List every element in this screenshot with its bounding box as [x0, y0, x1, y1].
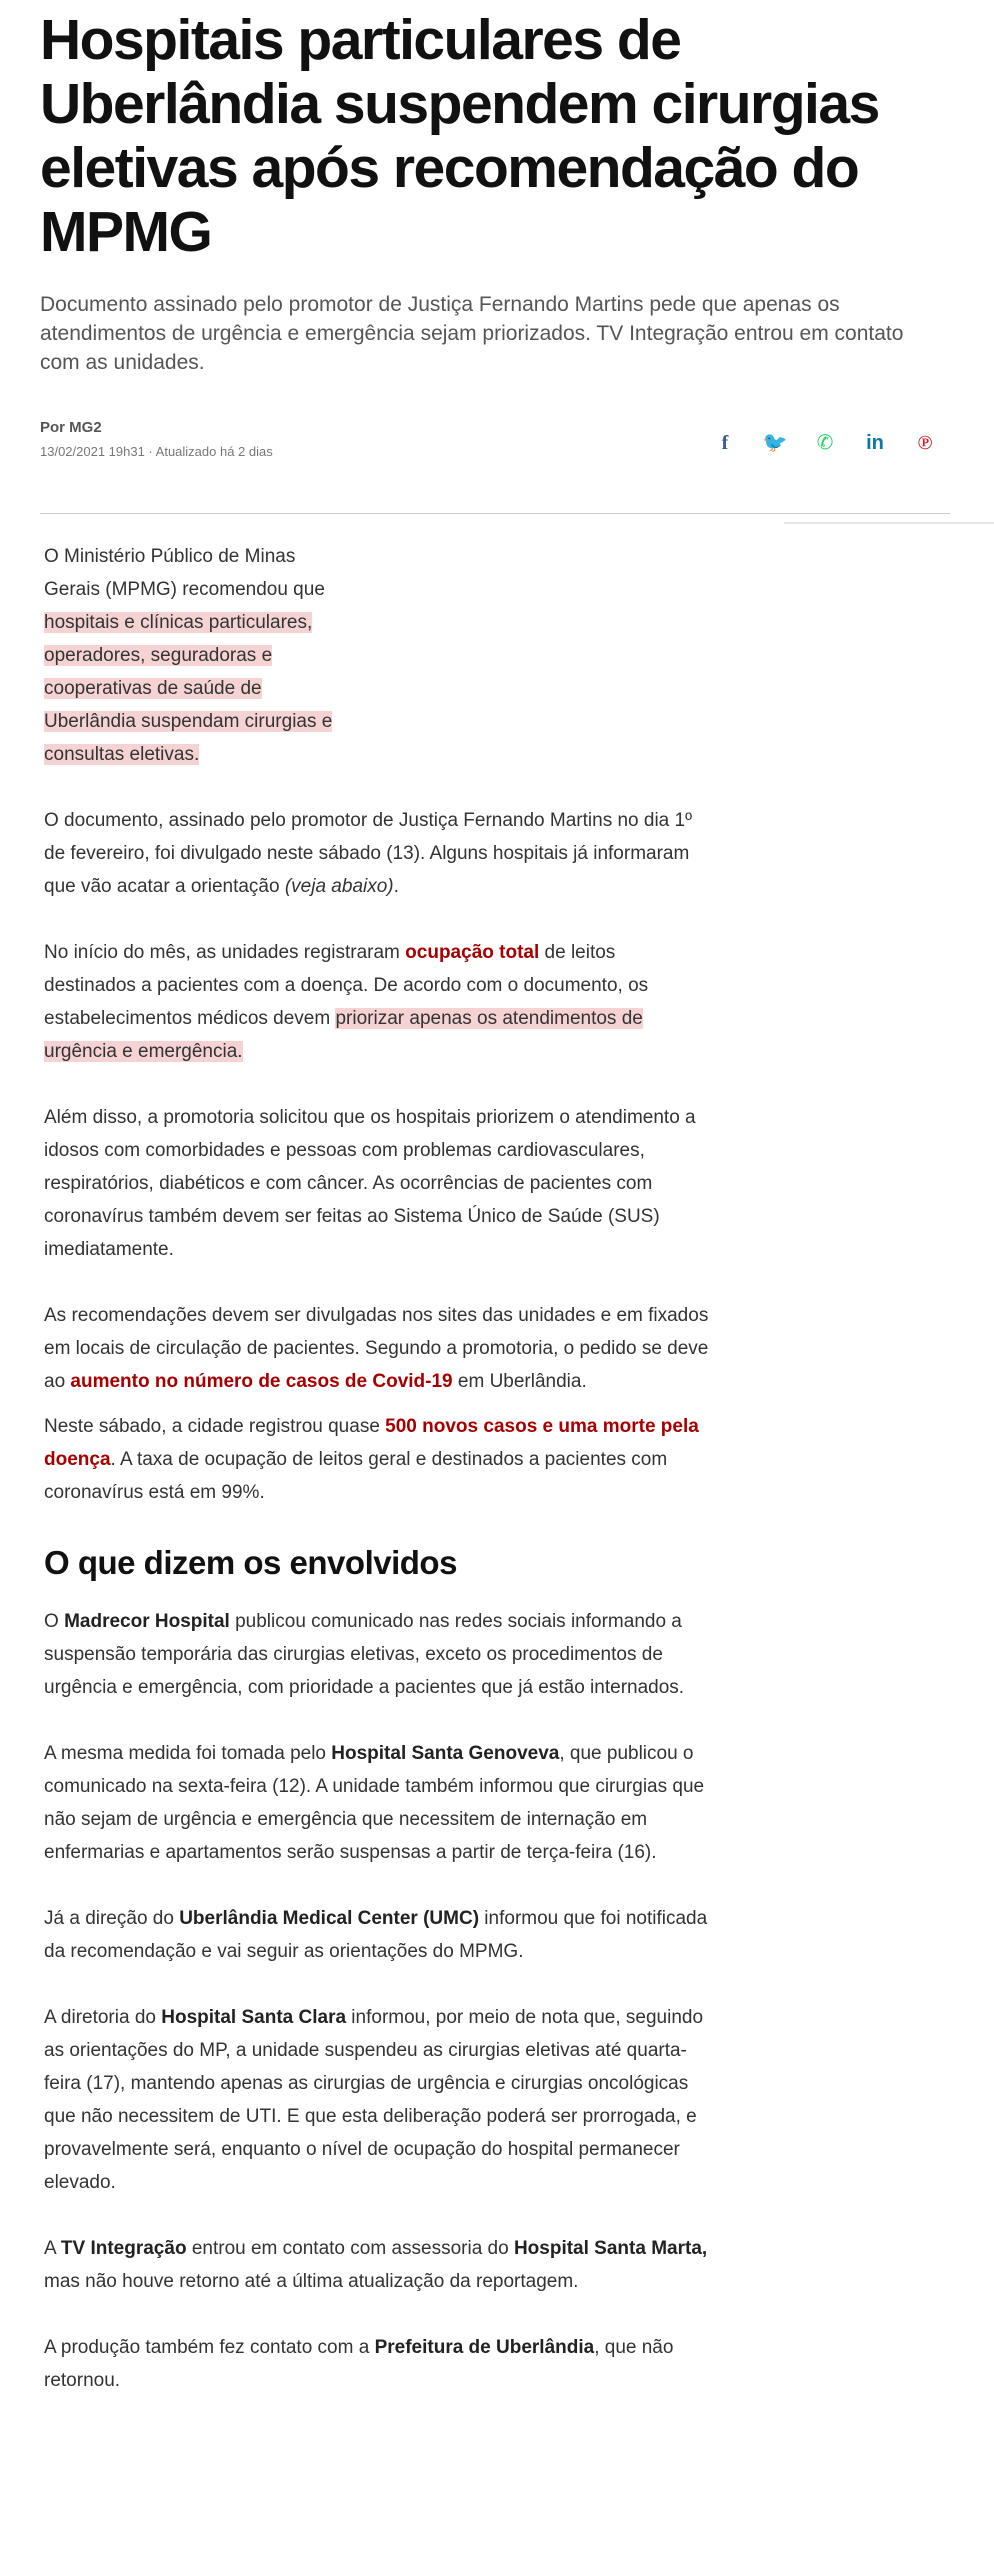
text: A [44, 2238, 61, 2259]
bold-entity: Hospital Santa Clara [161, 2007, 347, 2028]
text: O Ministério Público de Minas Gerais (MPMG) recomendou que [44, 546, 325, 600]
article-header [40, 0, 950, 469]
text: Já a direção do [44, 1908, 180, 1929]
share-bar [700, 431, 950, 455]
text: publicou comunicado nas redes sociais informando a suspensão temporária das cirurgias eletivas, exceto os procedimentos de urgência e emergência, com prioridade a pacientes que já estão internados. [44, 1611, 685, 1698]
linkedin-icon[interactable]: in [866, 432, 884, 454]
emphasis: aumento no número de casos de Covid-19 [70, 1371, 453, 1392]
see-below-link[interactable]: (veja abaixo) [284, 876, 394, 897]
text: entrou em contato com assessoria do [186, 2238, 514, 2259]
pinterest-icon[interactable]: ℗ [917, 432, 933, 454]
article-title: Hospitais particulares de Uberlândia suspendem cirurgias eletivas após recomendação do MPMG [40, 8, 879, 264]
whatsapp-icon[interactable]: ✆ [816, 432, 834, 454]
bold-entity: Uberlândia Medical Center (UMC) [179, 1908, 480, 1929]
text: A diretoria do [44, 2007, 162, 2028]
text: . A taxa de ocupação de leitos geral e destinados a pacientes com coronavírus está em 99%. [44, 1449, 668, 1503]
paragraph [44, 540, 344, 771]
text: As recomendações devem ser divulgadas nos sites das unidades e em fixados em locais de circulação de pacientes. Segundo a promotoria, o pedido se deve ao [44, 1305, 709, 1392]
text: A produção também fez contato com a [44, 2337, 375, 2358]
text: . [393, 876, 399, 897]
text: No início do mês, as unidades registraram [44, 942, 406, 963]
paragraph [44, 1902, 710, 1968]
article-subtitle: Documento assinado pelo promotor de Justiça Fernando Martins pede que apenas os atendimentos de urgência e emergência sejam priorizados. TV Integração entrou em contato com as unidades. [40, 293, 904, 374]
text: , que publicou o comunicado na sexta-feira (12). A unidade também informou que cirurgias que não sejam de urgência e emergência que necessitem de internação em enfermarias e apartamentos serão suspensas a partir de terça-feira (16). [44, 1743, 705, 1863]
bold-entity: TV Integração [60, 2238, 187, 2259]
byline [40, 419, 950, 469]
text: mas não houve retorno até a última atualização da reportagem. [44, 2271, 579, 2292]
author[interactable]: Por MG2 [40, 419, 102, 436]
emphasis: 500 novos casos e uma morte pela doença [44, 1416, 699, 1470]
bold-entity: Prefeitura de Uberlândia [374, 2337, 595, 2358]
twitter-icon[interactable]: 🐦 [762, 432, 788, 454]
publish-date: 13/02/2021 19h31 · Atualizado há 2 dias [40, 444, 273, 459]
emphasis: ocupação total [405, 942, 540, 963]
text: informou, por meio de nota que, seguindo as orientações do MP, a unidade suspendeu as cirurgias eletivas até quarta-feira (17), mantendo apenas as cirurgias de urgência e cirurgias oncológicas que não necessitem de UTI. E que esta deliberação poderá ser prorrogada, e provavelmente será, enquanto o nível de ocupação do hospital permanecer elevado. [44, 2007, 704, 2193]
text: em Uberlândia. [452, 1371, 587, 1392]
text: O [44, 1611, 65, 1632]
highlight: priorizar apenas os atendimentos de urgência e emergência. [44, 1008, 643, 1062]
text: O documento, assinado pelo promotor de Justiça Fernando Martins no dia 1º de fevereiro, foi divulgado neste sábado (13). Alguns hospitais já informaram que vão acatar a orientação [44, 810, 693, 897]
paragraph [44, 1737, 710, 1869]
text: A mesma medida foi tomada pelo [44, 1743, 332, 1764]
paragraph [44, 1299, 710, 1398]
paragraph [44, 804, 710, 903]
text: Neste sábado, a cidade registrou quase [44, 1416, 386, 1437]
bold-entity: Madrecor Hospital [64, 1611, 230, 1632]
paragraph [44, 2001, 710, 2199]
paragraph [44, 2232, 710, 2298]
text: de leitos destinados a pacientes com a doença. De acordo com o documento, os estabelecimentos médicos devem [44, 942, 649, 1029]
paragraph [44, 1410, 710, 1509]
article-body [44, 540, 710, 2397]
paragraph [44, 936, 710, 1068]
text: , que não retornou. [44, 2337, 674, 2391]
bold-entity: Hospital Santa Genoveva [331, 1743, 560, 1764]
side-divider [784, 522, 994, 524]
section-heading: O que dizem os envolvidos [44, 1544, 457, 1581]
facebook-icon[interactable]: f [721, 432, 729, 454]
text: informou que foi notificada da recomendação e vai seguir as orientações do MPMG. [44, 1908, 708, 1962]
highlight: hospitais e clínicas particulares, operadores, seguradoras e cooperativas de saúde de Uberlândia suspendam cirurgias e consultas eletivas. [44, 612, 333, 765]
paragraph [44, 1605, 710, 1704]
paragraph [44, 2331, 710, 2397]
bold-entity: Hospital Santa Marta, [513, 2238, 708, 2259]
header-divider [40, 513, 950, 514]
paragraph: Além disso, a promotoria solicitou que os hospitais priorizem o atendimento a idosos com comorbidades e pessoas com problemas cardiovasculares, respiratórios, diabéticos e com câncer. As ocorrências de pacientes com coronavírus também devem ser feitas ao Sistema Único de Saúde (SUS) imediatamente. [44, 1107, 696, 1260]
